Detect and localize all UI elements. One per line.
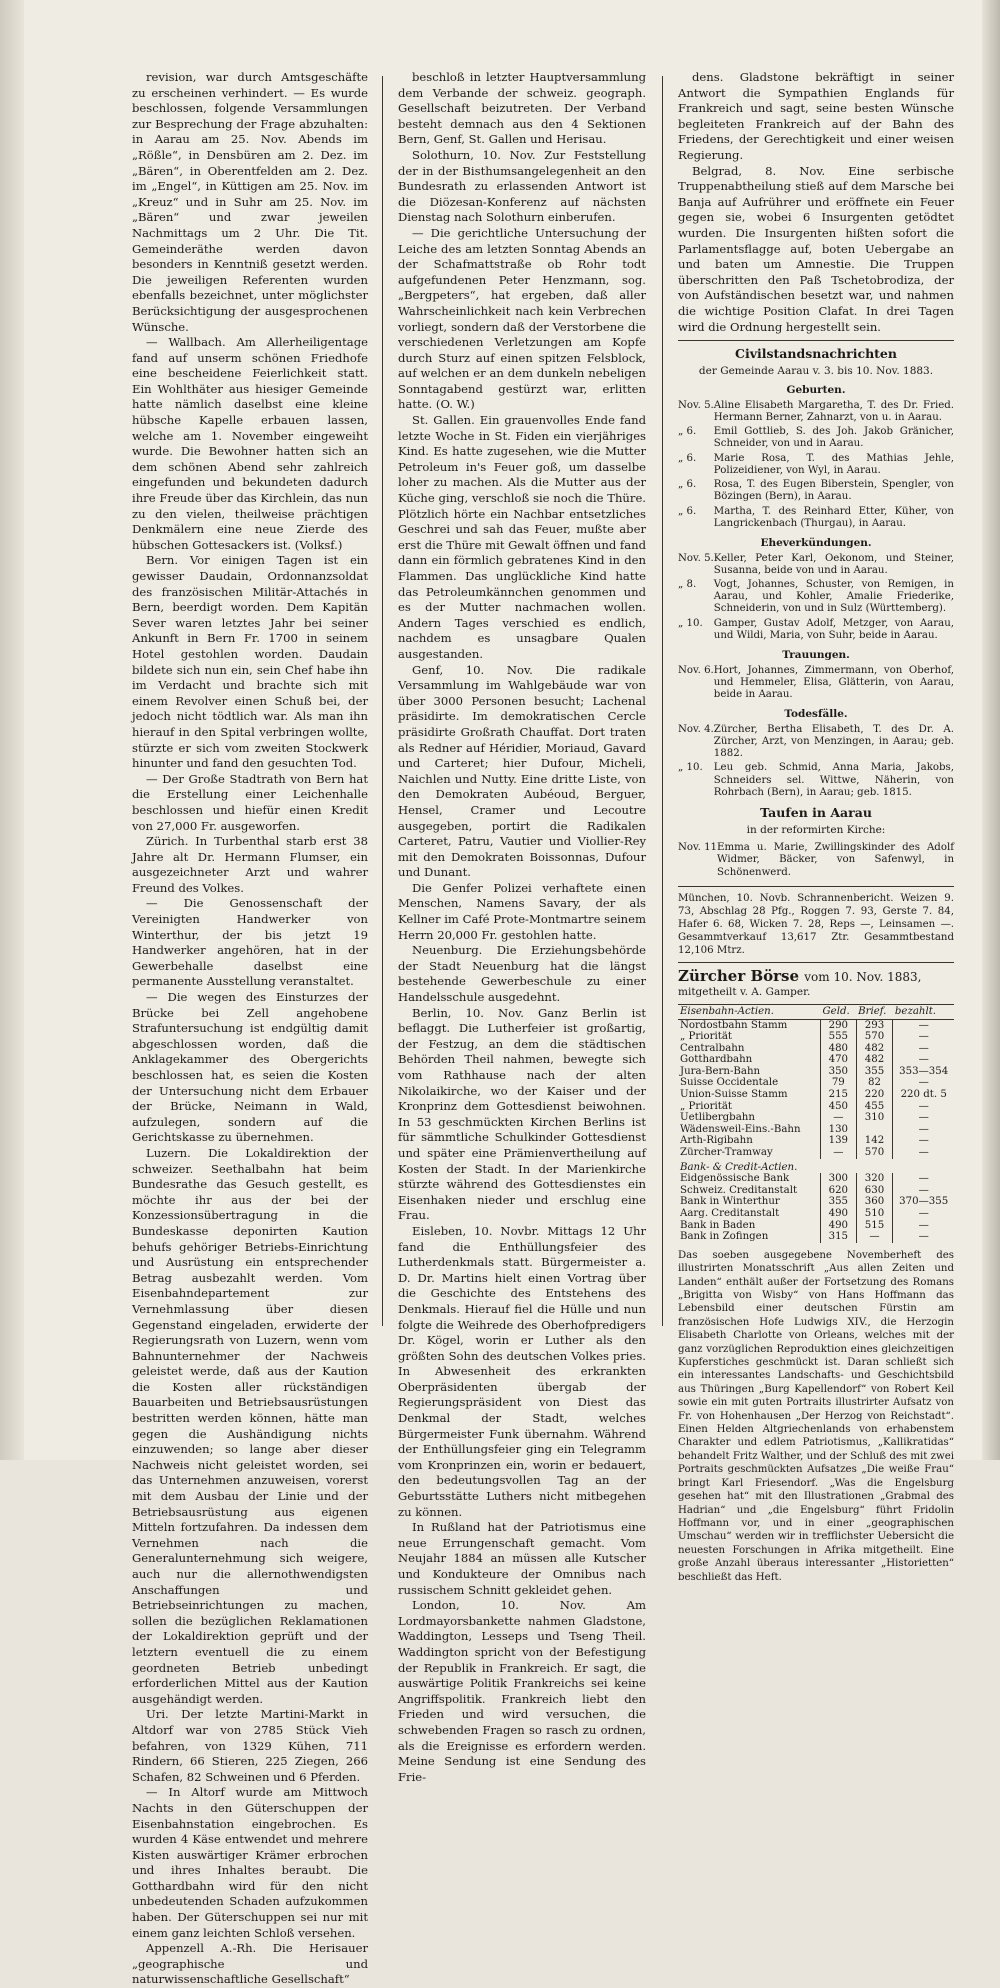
col-header: Eisenbahn-Actien. (678, 1004, 821, 1019)
entry-date: Nov. 5. (678, 552, 714, 564)
entry-text: Hort, Johannes, Zimmermann, von Oberhof, und Hemmeler, Elisa, Glätterin, von Aarau, beide in Aarau. (713, 664, 954, 700)
table-cell: 215 (821, 1089, 857, 1101)
table-row (678, 1185, 954, 1197)
table-cell: — (893, 1077, 954, 1089)
list-item (678, 553, 954, 579)
table-cell: — (893, 1135, 954, 1147)
entry-date: „ 6. (678, 452, 697, 464)
table-cell: Wädensweil-Eins.-Bahn (680, 1123, 801, 1135)
section-divider (678, 340, 954, 341)
article-paragraph: — Die wegen des Einsturzes der Brücke bei Zell angehobene Strafuntersuchung ist endgültig damit abgeschlossen worden, daß die Anklagekammer des Obergerichts beschlossen hat, es seien die Kosten der Untersuchung nicht dem Erbauer der Brücke, Neimann in Wald, aufzulegen, sondern auf die Gerichtskasse zu übernehmen. (132, 990, 368, 1145)
bourse-date: vom 10. Nov. 1883, (804, 969, 922, 984)
article-paragraph: dens. Gladstone bekräftigt in seiner Antwort die Sympathien Englands für Frankreich und sagt, seine besten Wünsche begleiteten Frankreich auf der Bahn des Friedens, der Gerechtigkeit und einer weisen Regierung. (678, 70, 954, 162)
table-cell: — (893, 1124, 954, 1136)
list-item (678, 426, 954, 452)
list-item (678, 618, 954, 644)
list-item (678, 506, 954, 532)
table-cell: Schweiz. Creditanstalt (680, 1184, 798, 1196)
table-row (678, 1124, 954, 1136)
table-row (678, 1077, 954, 1089)
table-header (678, 1004, 954, 1019)
table-row (678, 1054, 954, 1066)
table-cell: 490 (821, 1220, 857, 1232)
table-cell: 310 (856, 1112, 893, 1124)
entry-date: „ 10. (678, 617, 703, 629)
list-item (678, 479, 954, 505)
article-paragraph: Solothurn, 10. Nov. Zur Feststellung der in der Bisthumsangelegenheit an den Bundesrath zu erlassenden Antwort ist die Diözesan-Konferenz auf nächsten Dienstag nach Solothurn einberufen. (398, 147, 646, 225)
entry-date: Nov. 11 (678, 842, 718, 854)
entry-text: Aline Elisabeth Margaretha, T. des Dr. Fried. Hermann Berner, Zahnarzt, von u. in Aarau. (713, 399, 954, 424)
section-divider (678, 962, 954, 963)
table-cell: — (893, 1220, 954, 1232)
entry-date: Nov. 6. (678, 664, 714, 676)
table-cell: 482 (856, 1054, 893, 1066)
table-group-row (678, 1159, 954, 1174)
article-paragraph: Neuenburg. Die Erziehungsbehörde der Stadt Neuenburg hat die längst bestehende Gewerbeschule zu einer Handelsschule ausgedehnt. (398, 943, 646, 1005)
entry-text: Zürcher, Bertha Elisabeth, T. des Dr. A. Zürcher, Arzt, von Menzingen, in Aarau; geb. 1882. (713, 723, 954, 760)
table-row (678, 1208, 954, 1220)
col-header: Brief. (856, 1004, 893, 1019)
advertisement: Das soeben ausgegebene Novemberheft des illustrirten Monatsschrift „Aus allen Zeiten und Landen“ enthält außer der Fortsetzung des Romans „Brigitta von Wisby“ von Hans Hoffmann das Lebensbild einer deutschen Fürstin am französischen Hofe Ludwigs XIV., die Herzogin Elisabeth Charlotte von Orleans, welches mit der ganz vorzüglichen Reproduktion eines gleichzeitigen Kupferstiches geschmückt ist. Daran schließt sich ein interessantes Landschafts- und Geschichtsbild aus Thüringen „Burg Kapellendorf“ von Robert Keil sowie ein mit guten Portraits illustrirter Aufsatz von Fr. von Hohenhausen „Der Herzog von Reichstadt“. Einen Helden Altgriechenlands von erhabenstem Charakter und edlem Patriotismus, „Kallikratidas“ behandelt Fritz Walther, und der Schluß des mit zwei Portraits geschmückten Aufsatzes „Die weiße Frau“ bringt Karl Friesendorf. „Was die Engelsburg gesehen hat“ mit den Illustrationen „Grabmal des Hadrian“ und „die Engelsburg“ führt Fridolin Hoffmann vor, und in einer „geographischen Umschau“ werden wir in trefflichster Uebersicht die neuesten Forschungen in Afrika mitgetheilt. Eine große Anzahl überaus interessanter „Historietten“ beschließt das Heft. (678, 1249, 954, 1583)
table-cell: Zürcher-Tramway (680, 1147, 773, 1159)
table-cell: 360 (856, 1196, 893, 1208)
table-cell: Bank in Winterthur (680, 1196, 780, 1208)
table-row (678, 1019, 954, 1031)
table-cell: 450 (821, 1101, 857, 1113)
table-cell: Bank in Zofingen (680, 1231, 769, 1243)
list-item (678, 400, 954, 426)
table-cell: Eidgenössische Bank (680, 1173, 790, 1185)
table-row (678, 1112, 954, 1124)
entry-date: Nov. 5. (678, 399, 714, 411)
civil-section-heading: Geburten. (786, 384, 846, 397)
bourse-table (678, 1004, 954, 1243)
article-paragraph: Appenzell A.-Rh. Die Herisauer „geographische und naturwissenschaftliche Gesellschaft“ (132, 1941, 368, 1987)
table-cell: 220 dt. 5 (893, 1089, 954, 1101)
table-cell: — (893, 1112, 954, 1124)
table-cell: 555 (821, 1031, 857, 1043)
table-cell: — (893, 1019, 954, 1031)
entry-date: „ 6. (678, 426, 697, 438)
bourse-title (678, 966, 954, 986)
table-cell: — (893, 1231, 954, 1243)
table-row (678, 1066, 954, 1078)
article-paragraph: — Die gerichtliche Untersuchung der Leiche des am letzten Sonntag Abends an der Schafmattstraße ob Rohr todt aufgefundenen Peter Henzmann, sog. „Bergpeters“, hat ergeben, daß aller Wahrscheinlichkeit nach kein Verbrechen vorliegt, sondern daß der Verstorbene die verschiedenen Verletzungen am Kopfe durch Sturz auf einen spitzen Felsblock, auf welchen er an dem dunkeln nebeligen Sonntagabend gestürzt war, erlitten hatte. (O. W.) (398, 225, 646, 412)
table-cell: 510 (856, 1208, 893, 1220)
table-cell (856, 1124, 893, 1136)
table-cell: — (821, 1147, 857, 1159)
table-cell: 130 (821, 1124, 857, 1136)
bourse-byline: mitgetheilt v. A. Gamper. (678, 986, 811, 999)
civil-table (678, 665, 954, 704)
table-cell: 290 (821, 1019, 857, 1031)
entry-text: Martha, T. des Reinhard Etter, Küher, von Langrickenbach (Thurgau), in Aarau. (713, 505, 954, 529)
table-cell: 570 (856, 1031, 893, 1043)
table-row (678, 1147, 954, 1159)
article-paragraph: London, 10. Nov. Am Lordmayorsbankette nahmen Gladstone, Waddington, Lesseps und Tseng Theil. Waddington spricht von der Befestigung der Republik in Frankreich. Er sagt, die auswärtige Politik Frankreichs sei keine Angriffspolitik. Frankreich liebt den Frieden und wird versuchen, die schwebenden Fragen so rasch zu ordnen, als die Ereignisse es erfordern werden. Meine Sendung ist eine Sendung des Frie- (398, 1598, 646, 1784)
table-row (678, 1196, 954, 1208)
entry-text: Keller, Peter Karl, Oekonom, und Steiner, Susanna, beide von und in Aarau. (713, 552, 954, 576)
table-cell: 480 (821, 1043, 857, 1055)
entry-text: Emil Gottlieb, S. des Joh. Jakob Gränicher, Schneider, von und in Aarau. (713, 426, 954, 450)
table-cell: — (856, 1231, 893, 1243)
entry-text: Marie Rosa, T. des Mathias Jehle, Polizeidiener, von Wyl, in Aarau. (713, 452, 954, 476)
list-item (678, 453, 954, 479)
article-paragraph: In Rußland hat der Patriotismus eine neue Errungenschaft gemacht. Vom Neujahr 1884 an müssen alle Kutscher und Kondukteure der Omnibus nach russischem Schnitt gekleidet gehen. (398, 1520, 646, 1597)
table-row (678, 1089, 954, 1101)
table-cell: Gotthardbahn (680, 1054, 753, 1066)
article-paragraph: beschloß in letzter Hauptversammlung dem Verbande der schweiz. geograph. Gesellschaft beizutreten. Der Verband besteht demnach aus den 4 Sektionen Bern, Genf, St. Gallen und Herisau. (398, 70, 646, 147)
article-paragraph: Die Genfer Polizei verhaftete einen Menschen, Namens Savary, der als Kellner im Café Prote-Montmartre seinem Herrn 20,000 Fr. gestohlen hatte. (398, 880, 646, 942)
table-cell: Nordostbahn Stamm (680, 1019, 788, 1031)
table-cell: 470 (821, 1054, 857, 1066)
entry-date: „ 6. (678, 479, 697, 491)
table-cell: 370—355 (893, 1196, 954, 1208)
table-cell: 82 (856, 1077, 893, 1089)
table-cell: — (893, 1208, 954, 1220)
civil-section-heading: Trauungen. (782, 648, 850, 661)
col-header: bezahlt. (893, 1004, 954, 1019)
page-edge-left (0, 0, 24, 1460)
table-cell: 139 (821, 1135, 857, 1147)
civil-title: Civilstandsnachrichten (735, 346, 897, 362)
table-cell: 620 (821, 1185, 857, 1197)
civil-subtitle: der Gemeinde Aarau v. 3. bis 10. Nov. 1883. (698, 364, 934, 377)
page-edge-right (982, 0, 1000, 1460)
table-cell: — (893, 1054, 954, 1066)
article-paragraph: Uri. Der letzte Martini-Markt in Altdorf war von 2785 Stück Vieh befahren, von 1329 Kühen, 711 Rindern, 66 Stieren, 225 Ziegen, 266 Schafen, 82 Schweinen und 6 Pferden. (132, 1707, 368, 1784)
table-cell: — (893, 1101, 954, 1113)
table-row (678, 1220, 954, 1232)
civil-register (678, 383, 954, 801)
civil-table (678, 724, 954, 801)
table-cell: 515 (856, 1220, 893, 1232)
baptism-subtitle: in der reformirten Kirche: (746, 823, 886, 836)
list-item (678, 842, 954, 881)
table-cell: Arth-Rigibahn (680, 1135, 753, 1147)
table-cell: — (893, 1031, 954, 1043)
entry-text: Vogt, Johannes, Schuster, von Remigen, in Aarau, und Kohler, Amalie Friederike, Schneiderin, von und in Sulz (Württemberg). (713, 578, 954, 615)
column-2 (398, 70, 647, 1784)
table-cell: Aarg. Creditanstalt (680, 1208, 780, 1220)
list-item (678, 579, 954, 618)
list-item (678, 724, 954, 763)
table-cell: 455 (856, 1101, 893, 1113)
column-3 (678, 70, 954, 1583)
table-cell: 630 (856, 1185, 893, 1197)
entry-date: „ 10. (678, 762, 703, 774)
entry-text: Emma u. Marie, Zwillingskinder des Adolf Widmer, Bäcker, von Safenwyl, in Schönenwerd. (717, 842, 954, 878)
table-cell: Uetlibergbahn (680, 1112, 755, 1124)
article-paragraph: St. Gallen. Ein grauenvolles Ende fand letzte Woche in St. Fiden ein vierjähriges Kind. Es hatte zugesehen, wie die Mutter Petroleum in's Feuer goß, um dasselbe loher zu machen. Als die Mutter aus der Küche ging, verschloß sie noch die Thüre. Plötzlich hörte ein Nachbar entsetzliches Geschrei und sah das Feuer, mußte aber erst die Thüre mit Gewalt öffnen und fand dann ein förmlich gebratenes Kind in den Flammen. Das unglückliche Kind hatte das Petroleumkännchen genommen und es der Mutter nachmachen wollen. Andern Tages verschied es endlich, nachdem es unsagbare Qualen ausgestanden. (398, 413, 647, 661)
table-cell: 355 (856, 1066, 893, 1078)
entry-text: Rosa, T. des Eugen Biberstein, Spengler, von Bözingen (Bern), in Aarau. (713, 479, 954, 503)
table-cell: 79 (821, 1077, 857, 1089)
table-row (678, 1135, 954, 1147)
table-cell: Jura-Bern-Bahn (680, 1065, 761, 1077)
list-item (678, 665, 954, 704)
article-paragraph: Berlin, 10. Nov. Ganz Berlin ist beflaggt. Die Lutherfeier ist großartig, der Festzug, an dem die städtischen Behörden Theil nahmen, bewegte sich vom Rathhause nach der alten Nikolaikirche, wo der Kaiser und der Kronprinz dem Gottesdienst beiwohnen. In 53 geschmückten Kirchen Berlins ist für sämmtliche Schulkinder Gottesdienst und später eine Prämienvertheilung auf Kosten der Stadt. In der Marienkirche stürzte während des Gottesdienstes ein Eisenhaken nieder und erschlug eine Frau. (398, 1005, 646, 1223)
table-cell: 482 (856, 1043, 893, 1055)
table-row (678, 1101, 954, 1113)
section-divider (678, 886, 954, 887)
list-item (678, 762, 954, 801)
col-header: Geld. (821, 1004, 857, 1019)
article-paragraph: Luzern. Die Lokaldirektion der schweizer. Seethalbahn hat beim Bundesrathe das Gesuch gestellt, es möchte ihr aus der bei der Konzessionsübertragung in die Bundeskasse deponirten Kaution behufs gehöriger Betriebs-Einrichtung und Ausrüstung ein entsprechender Betrag ausbezahlt werden. Vom Eisenbahndepartement zur Vernehmlassung über diesen Gegenstand eingeladen, erwiderte der Regierungsrath von Luzern, wenn vom Bahnunternehmer der Nachweis geleistet werde, daß aus der Kaution die Kosten aller rückständigen Bauarbeiten und Betriebsausrüstungen bestritten werden können, hätte man gegen die Aushändigung nichts einzuwenden; so lange aber dieser Nachweis nicht geleistet worden, sei das Unternehmen anzuweisen, vorerst mit dem Ausbau der Linie und der Betriebsausrüstung aus eigenen Mitteln fortzufahren. Da indessen dem Vernehmen nach die Generalunternehmung sich weigere, auch nur die allernothwendigsten Anschaffungen und Betriebseinrichtungen zu machen, sollen die bezüglichen Reklamationen der Lokaldirektion geprüft und der letztern eventuell die zu einem geordneten Betrieb unbedingt erforderlichen Mittel aus der Kaution ausgehändigt werden. (132, 1145, 368, 1706)
article-paragraph: — Der Große Stadtrath von Bern hat die Erstellung einer Leichenhalle beschlossen und hiefür einen Kredit von 27,000 Fr. ausgeworfen. (132, 771, 368, 833)
table-cell: 220 (856, 1089, 893, 1101)
bourse-name: Zürcher Börse (678, 966, 800, 985)
entry-date: „ 8. (678, 578, 697, 590)
entry-text: Gamper, Gustav Adolf, Metzger, von Aarau, und Wildi, Maria, von Suhr, beide in Aarau. (713, 617, 954, 641)
table-cell: 320 (856, 1173, 893, 1185)
article-paragraph: Eisleben, 10. Novbr. Mittags 12 Uhr fand die Enthüllungsfeier des Lutherdenkmals statt. Bürgermeister a. D. Dr. Martins hielt einen Vortrag über die Geschichte des Entstehens des Denkmals. Hierauf fiel die Hülle und nun folgte die Weihrede des Oberhofpredigers Dr. Kögel, worin er Luther als den größten Sohn des deutschen Volkes pries. In Abwesenheit des erkrankten Oberpräsidenten übergab der Regierungspräsident von Diest das Denkmal der Stadt, welches Bürgermeister Funk übernahm. Während der Enthüllungsfeier ging ein Telegramm vom Kronprinzen ein, worin er bedauert, den bedeutungsvollen Tag an der Geburtsstätte Luthers nicht mitbegehen zu können. (398, 1223, 646, 1519)
article-paragraph: Zürich. In Turbenthal starb erst 38 Jahre alt Dr. Hermann Flumser, ein ausgezeichneter Arzt und wahrer Freund des Volkes. (132, 834, 368, 895)
column-1 (132, 70, 368, 1987)
table-cell: 300 (821, 1173, 857, 1185)
table-cell: 570 (856, 1147, 893, 1159)
table-cell: 315 (821, 1231, 857, 1243)
table-cell: 355 (821, 1196, 857, 1208)
article-paragraph: — Wallbach. Am Allerheiligentage fand auf unserm schönen Friedhofe eine bescheidene Feierlichkeit statt. Ein Wohlthäter aus hiesiger Gemeinde hatte nämlich daselbst eine kleine hübsche Kapelle erbauen lassen, welche am 1. November eingeweiht wurde. Die Bewohner hatten sich an dem schönen Abend sehr zahlreich eingefunden und bekundeten dadurch ihre Freude über das Kirchlein, das nun zu den vielen, theilweise prächtigen Denkmälern eine neue Zierde des hübschen Gottesackers ist. (Volksf.) (132, 335, 368, 552)
table-row (678, 1031, 954, 1043)
table-cell: 293 (856, 1019, 893, 1031)
market-report: München, 10. Novb. Schrannenbericht. Weizen 9. 73, Abschlag 28 Pfg., Roggen 7. 93, Gerste 7. 84, Hafer 6. 68, Wicken 7. 28, Reps —, Leinsamen —. Gesammtverkauf 13,617 Ztr. Gesammtbestand 12,106 Mtrz. (678, 892, 954, 956)
article-paragraph: — Die Genossenschaft der Vereinigten Handwerker von Winterthur, der bis jetzt 19 Handwerker angehören, hat in der Gewerbehalle daselbst eine permanente Ausstellung veranstaltet. (132, 896, 368, 989)
column-rule (382, 76, 383, 1326)
article-paragraph: Bern. Vor einigen Tagen ist ein gewisser Daudain, Ordonnanzsoldat des französischen Militär-Attachés in Bern, beerdigt worden. Dem Kapitän Sever waren letztes Jahr bei seiner Ankunft in Bern Fr. 1700 in seinem Hotel gestohlen worden. Daudain bildete sich nun ein, sein Chef habe ihn im Verdacht und brachte sich mit einem Revolver einen Schuß bei, der jedoch nicht tödtlich war. Als man ihn hierauf in den Spital verbringen wollte, stürzte er sich vom zweiten Stockwerk hinunter und fand den gesuchten Tod. (132, 553, 368, 771)
table-cell: — (893, 1147, 954, 1159)
table-cell: 142 (856, 1135, 893, 1147)
table-cell: „ Priorität (680, 1031, 733, 1043)
baptism-table (678, 842, 954, 881)
article-paragraph: Genf, 10. Nov. Die radikale Versammlung im Wahlgebäude war von über 3000 Personen besucht; Lachenal präsidirte. Im demokratischen Cercle präsidirte Großrath Chauffat. Dort traten als Redner auf Héridier, Moriaud, Gavard und Carteret; hier Dufour, Micheli, Naichlen und Nutty. Eine dritte Liste, von den Demokraten Aubéoud, Berguer, Hensel, Cramer und Lecoutre ausgegeben, portirt die Radikalen Carteret, Patru, Vautier und Viollier-Rey mit den Demokraten Boissonnas, Dufour und Dunant. (398, 662, 646, 880)
civil-table (678, 400, 954, 532)
entry-date: „ 6. (678, 505, 697, 517)
table-row (678, 1231, 954, 1243)
table-cell: 490 (821, 1208, 857, 1220)
table-cell: — (893, 1173, 954, 1185)
civil-table (678, 553, 954, 644)
civil-section-heading: Todesfälle. (784, 708, 848, 721)
table-cell: — (893, 1043, 954, 1055)
table-cell: Centralbahn (680, 1042, 745, 1054)
article-paragraph: Belgrad, 8. Nov. Eine serbische Truppenabtheilung stieß auf dem Marsche bei Banja auf Aufrührer und eröffnete ein Feuer gegen sie, wobei 6 Insurgenten getödtet wurden. Die Insurgenten hißten sofort die Parlamentsflagge auf, boten Uebergabe an und baten um Amnestie. Die Truppen überschritten den Paß Tschetobrodiza, der von Aufständischen besetzt war, und nahmen die wichtige Position Clafat. In drei Tagen wird die Ordnung hergestellt sein. (678, 163, 954, 334)
table-cell: Suisse Occidentale (680, 1077, 779, 1089)
article-paragraph: — In Altorf wurde am Mittwoch Nachts in den Güterschuppen der Eisenbahnstation eingebrochen. Es wurden 4 Käse entwendet und mehrere Kisten auswärtiger Krämer erbrochen und ihres Inhaltes beraubt. Die Gotthardbahn wird für den nicht unbedeutenden Schaden aufzukommen haben. Der Güterschuppen sei nur mit einem ganz leichten Schloß versehen. (132, 1785, 368, 1940)
table-row (678, 1043, 954, 1055)
table-cell: — (893, 1185, 954, 1197)
table-cell: Union-Suisse Stamm (680, 1089, 788, 1101)
table-cell: 353—354 (893, 1066, 954, 1078)
baptism-title: Taufen in Aarau (760, 804, 872, 820)
column-rule (662, 76, 663, 1326)
table-cell: — (821, 1112, 857, 1124)
table-cell: 350 (821, 1066, 857, 1078)
table-cell: „ Priorität (680, 1100, 733, 1112)
civil-section-heading: Eheverkündungen. (760, 536, 872, 549)
article-paragraph: revision, war durch Amtsgeschäfte zu erscheinen verhindert. — Es wurde beschlossen, folgende Versammlungen zur Besprechung der Frage abzuhalten: in Aarau am 25. Nov. Abends im „Rößle“, in Densbüren am 2. Dez. im „Bären“, in Oberentfelden am 2. Dez. im „Engel“, in Küttigen am 25. Nov. im „Kreuz“ und in Suhr am 25. Nov. im „Bären“ und zwar jeweilen Nachmittags um 2 Uhr. Die Tit. Gemeinderäthe werden davon besonders in Kenntniß gesetzt werden. Die jeweiligen Referenten wurden ebenfalls bezeichnet, unter möglichster Berücksichtigung der ausgesprochenen Wünsche. (132, 70, 368, 334)
table-cell: Bank in Baden (680, 1219, 756, 1231)
entry-text: Leu geb. Schmid, Anna Maria, Jakobs, Schneiders sel. Wittwe, Näherin, von Rohrbach (Bern), in Aarau; geb. 1815. (713, 762, 954, 798)
table-group-label: Bank- & Credit-Actien. (680, 1161, 798, 1173)
entry-date: Nov. 4. (678, 723, 714, 735)
table-row (678, 1173, 954, 1185)
